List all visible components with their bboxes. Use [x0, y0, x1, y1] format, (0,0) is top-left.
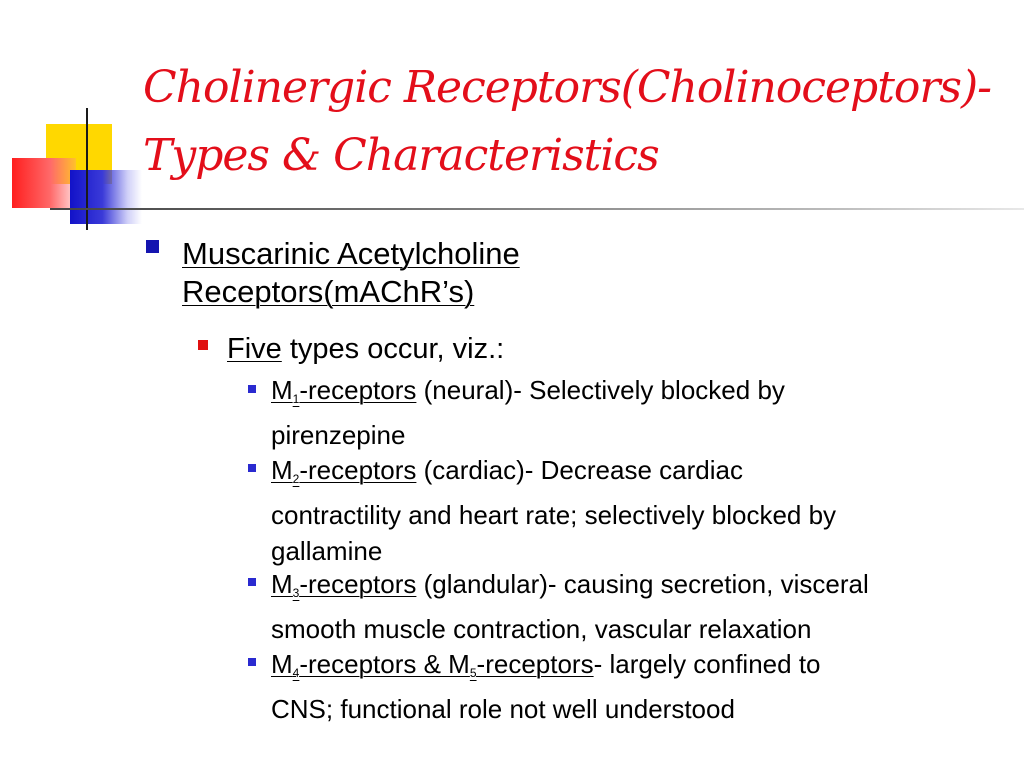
item1-suffix: -receptors — [299, 375, 417, 405]
item1-receptor-name — [271, 375, 416, 405]
item2-bullet-icon — [248, 464, 256, 472]
item2-receptor-name — [271, 455, 416, 485]
item1-subscript: 1 — [292, 392, 300, 406]
item4-subscript-2: 5 — [469, 666, 477, 680]
level2-rest: types occur, viz.: — [281, 333, 505, 365]
level1-heading-line-1: Muscarinic Acetylcholine — [182, 236, 520, 271]
item2-prefix: M — [271, 455, 293, 485]
item4-text — [271, 646, 1011, 727]
item2-subscript: 2 — [292, 472, 300, 486]
item2-suffix: -receptors — [299, 455, 417, 485]
item4-description-line-2: CNS; functional role not well understood — [271, 694, 735, 724]
item4-description-line-1: - largely confined to — [593, 649, 821, 679]
level1-heading-line-2: Receptors(mAChR’s) — [182, 274, 475, 309]
item1-description-line-1: (neural)- Selectively blocked by — [416, 375, 785, 405]
level1-bullet-icon — [146, 240, 159, 253]
item2-description-line-3: gallamine — [271, 536, 383, 566]
item3-text — [271, 566, 1011, 647]
item1-bullet-icon — [248, 385, 256, 393]
item1-text — [271, 372, 1011, 453]
item4-receptor-name — [271, 649, 594, 679]
item3-description-line-2: smooth muscle contraction, vascular relaxation — [271, 614, 812, 644]
item4-suffix: -receptors — [476, 649, 594, 679]
item4-middle: -receptors & M — [299, 649, 470, 679]
level2-emphasis: Five — [227, 333, 282, 365]
item2-text — [271, 452, 1011, 569]
item1-prefix: M — [271, 375, 293, 405]
item2-description-line-2: contractility and heart rate; selectively blocked by — [271, 500, 837, 530]
slide-title-line-1: Cholinergic Receptors(Cholinoceptors)- — [143, 62, 992, 113]
item3-bullet-icon — [248, 578, 256, 586]
level2-text — [227, 332, 504, 366]
item3-suffix: -receptors — [299, 569, 417, 599]
item3-prefix: M — [271, 569, 293, 599]
level2-bullet-icon — [198, 340, 208, 350]
item2-description-line-1: (cardiac)- Decrease cardiac — [416, 455, 743, 485]
item3-description-line-1: (glandular)- causing secretion, visceral — [416, 569, 869, 599]
item3-subscript: 3 — [292, 586, 300, 600]
item4-bullet-icon — [248, 658, 256, 666]
item4-prefix: M — [271, 649, 293, 679]
item4-subscript-1: 4 — [292, 666, 300, 680]
item3-receptor-name — [271, 569, 416, 599]
item1-description-line-2: pirenzepine — [271, 420, 406, 450]
slide-title-line-2: Types & Characteristics — [143, 130, 659, 181]
